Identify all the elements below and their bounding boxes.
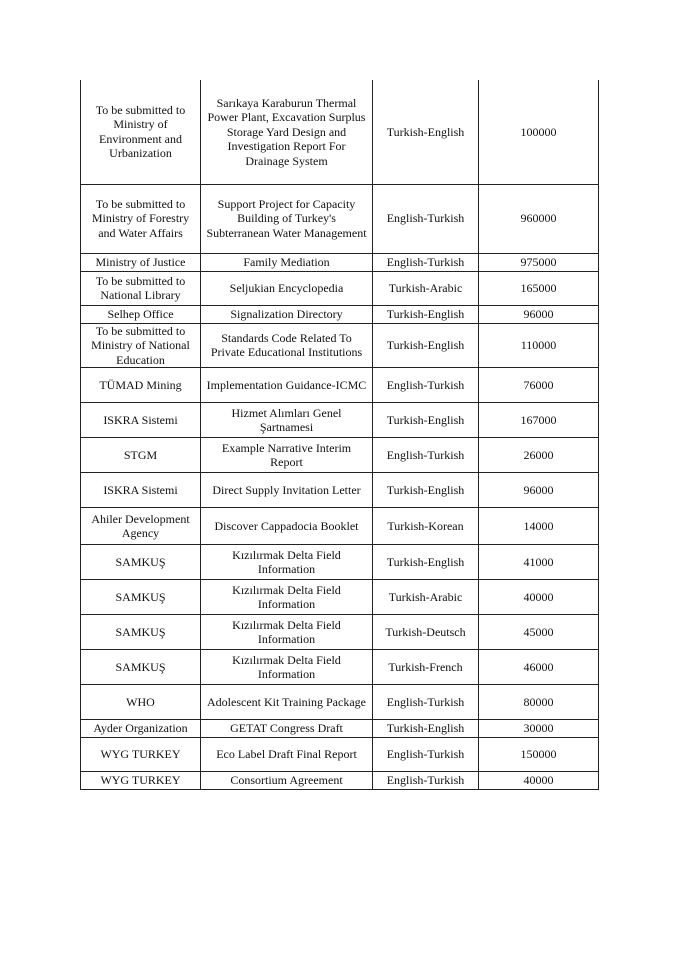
word-count-cell: 41000	[479, 545, 599, 580]
table-row	[81, 271, 599, 305]
word-count-cell: 165000	[479, 271, 599, 305]
title-cell: Kızılırmak Delta Field Information	[201, 580, 373, 615]
title-cell: Consortium Agreement	[201, 772, 373, 790]
table-row	[81, 772, 599, 790]
table-row	[81, 368, 599, 403]
language-pair-cell: Turkish-English	[373, 720, 479, 738]
title-cell: Signalization Directory	[201, 305, 373, 323]
title-cell: Hizmet Alımları Genel Şartnamesi	[201, 403, 373, 438]
client-cell: ISKRA Sistemi	[81, 473, 201, 508]
table-row	[81, 305, 599, 323]
language-pair-cell: English-Turkish	[373, 368, 479, 403]
table-row	[81, 80, 599, 184]
table-row	[81, 685, 599, 720]
client-cell: To be submitted to Ministry of Environment and Urbanization	[81, 80, 201, 184]
table-row	[81, 473, 599, 508]
word-count-cell: 76000	[479, 368, 599, 403]
word-count-cell: 80000	[479, 685, 599, 720]
language-pair-cell: Turkish-Korean	[373, 508, 479, 545]
client-cell: STGM	[81, 438, 201, 473]
table-row	[81, 438, 599, 473]
title-cell: Kızılırmak Delta Field Information	[201, 650, 373, 685]
client-cell: To be submitted to Ministry of National Education	[81, 323, 201, 368]
title-cell: Seljukian Encyclopedia	[201, 271, 373, 305]
title-cell: Adolescent Kit Training Package	[201, 685, 373, 720]
client-cell: TÜMAD Mining	[81, 368, 201, 403]
word-count-cell: 46000	[479, 650, 599, 685]
word-count-cell: 30000	[479, 720, 599, 738]
title-cell: GETAT Congress Draft	[201, 720, 373, 738]
title-cell: Implementation Guidance-ICMC	[201, 368, 373, 403]
language-pair-cell: English-Turkish	[373, 738, 479, 772]
title-cell: Discover Cappadocia Booklet	[201, 508, 373, 545]
language-pair-cell: English-Turkish	[373, 438, 479, 473]
client-cell: WYG TURKEY	[81, 772, 201, 790]
word-count-cell: 100000	[479, 80, 599, 184]
client-cell: SAMKUŞ	[81, 615, 201, 650]
language-pair-cell: Turkish-English	[373, 403, 479, 438]
word-count-cell: 960000	[479, 184, 599, 253]
title-cell: Sarıkaya Karaburun Thermal Power Plant, Excavation Surplus Storage Yard Design and Investigation Report For Drainage System	[201, 80, 373, 184]
table-row	[81, 738, 599, 772]
word-count-cell: 150000	[479, 738, 599, 772]
title-cell: Support Project for Capacity Building of Turkey's Subterranean Water Management	[201, 184, 373, 253]
title-cell: Kızılırmak Delta Field Information	[201, 615, 373, 650]
language-pair-cell: English-Turkish	[373, 253, 479, 271]
word-count-cell: 110000	[479, 323, 599, 368]
language-pair-cell: Turkish-Arabic	[373, 580, 479, 615]
client-cell: To be submitted to Ministry of Forestry and Water Affairs	[81, 184, 201, 253]
client-cell: WYG TURKEY	[81, 738, 201, 772]
table-row	[81, 615, 599, 650]
table-body	[81, 80, 599, 790]
table-row	[81, 545, 599, 580]
title-cell: Example Narrative Interim Report	[201, 438, 373, 473]
word-count-cell: 26000	[479, 438, 599, 473]
client-cell: SAMKUŞ	[81, 650, 201, 685]
client-cell: Ministry of Justice	[81, 253, 201, 271]
language-pair-cell: English-Turkish	[373, 685, 479, 720]
language-pair-cell: Turkish-English	[373, 473, 479, 508]
client-cell: SAMKUŞ	[81, 580, 201, 615]
table-row	[81, 720, 599, 738]
language-pair-cell: English-Turkish	[373, 772, 479, 790]
table-row	[81, 650, 599, 685]
language-pair-cell: Turkish-English	[373, 80, 479, 184]
language-pair-cell: Turkish-Arabic	[373, 271, 479, 305]
language-pair-cell: Turkish-Deutsch	[373, 615, 479, 650]
language-pair-cell: Turkish-English	[373, 305, 479, 323]
translation-projects-table	[80, 80, 599, 790]
client-cell: SAMKUŞ	[81, 545, 201, 580]
title-cell: Family Mediation	[201, 253, 373, 271]
title-cell: Kızılırmak Delta Field Information	[201, 545, 373, 580]
language-pair-cell: Turkish-English	[373, 545, 479, 580]
table-row	[81, 253, 599, 271]
client-cell: ISKRA Sistemi	[81, 403, 201, 438]
client-cell: Ayder Organization	[81, 720, 201, 738]
word-count-cell: 96000	[479, 473, 599, 508]
table-row	[81, 508, 599, 545]
table-row	[81, 403, 599, 438]
table-row	[81, 184, 599, 253]
language-pair-cell: Turkish-English	[373, 323, 479, 368]
word-count-cell: 975000	[479, 253, 599, 271]
client-cell: WHO	[81, 685, 201, 720]
client-cell: Selhep Office	[81, 305, 201, 323]
table-row	[81, 580, 599, 615]
word-count-cell: 167000	[479, 403, 599, 438]
language-pair-cell: English-Turkish	[373, 184, 479, 253]
client-cell: Ahiler Development Agency	[81, 508, 201, 545]
table-row	[81, 323, 599, 368]
title-cell: Standards Code Related To Private Educational Institutions	[201, 323, 373, 368]
title-cell: Eco Label Draft Final Report	[201, 738, 373, 772]
word-count-cell: 40000	[479, 772, 599, 790]
language-pair-cell: Turkish-French	[373, 650, 479, 685]
title-cell: Direct Supply Invitation Letter	[201, 473, 373, 508]
word-count-cell: 45000	[479, 615, 599, 650]
client-cell: To be submitted to National Library	[81, 271, 201, 305]
word-count-cell: 96000	[479, 305, 599, 323]
word-count-cell: 14000	[479, 508, 599, 545]
word-count-cell: 40000	[479, 580, 599, 615]
